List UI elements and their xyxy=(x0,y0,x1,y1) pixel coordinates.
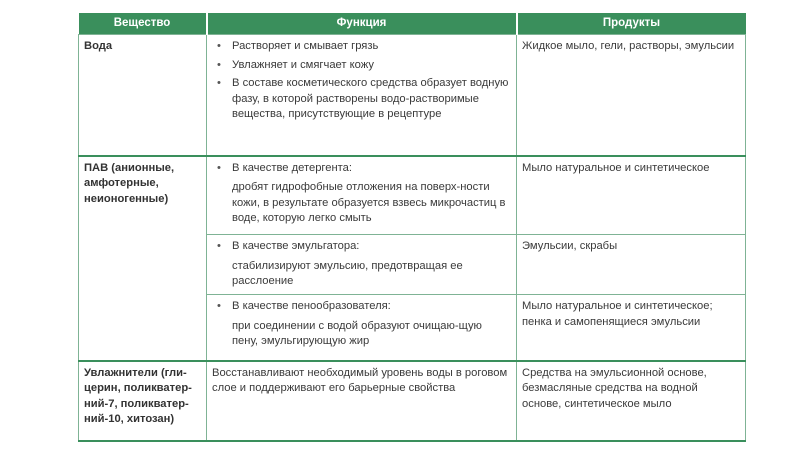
table-row-moisturizers xyxy=(79,361,746,441)
role-description-emulsifier: стабилизируют эмульсию, предотвращая ее расслоение xyxy=(232,259,463,287)
cell-products-water xyxy=(517,35,746,156)
cell-function-moisturizers: Восстанавливают необходимый уровень воды в роговом слое и поддерживают его барьерные свойства xyxy=(207,361,517,441)
bullet-icon: • xyxy=(217,300,221,312)
table-header-row xyxy=(79,13,746,35)
ingredients-table xyxy=(78,13,746,442)
header-products: Продукты xyxy=(517,13,746,35)
header-function: Функция xyxy=(207,13,517,35)
cell-function-emulsifier xyxy=(207,235,517,295)
bullet-icon: • xyxy=(217,58,221,71)
role-detergent: • В качестве детергента: xyxy=(212,161,511,177)
cell-substance-surfactants xyxy=(79,156,207,361)
list-item: • Растворяет и смывает грязь xyxy=(212,39,511,55)
table-row-water xyxy=(79,35,746,156)
role-description-foaming: при соединении с водой образуют очищаю-щую пену, эмульгирующую жир xyxy=(232,319,482,347)
cell-function-water xyxy=(207,35,517,156)
cell-products-emulsifier: Эмульсии, скрабы xyxy=(517,235,746,295)
cell-products-foaming: Мыло натуральное и синтетическое; пенка и самопенящиеся эмульсии xyxy=(517,295,746,361)
bullet-icon: • xyxy=(217,40,221,52)
function-list-water xyxy=(212,39,511,123)
bullet-icon: • xyxy=(217,77,221,89)
substance-name-water: Вода xyxy=(84,40,113,52)
list-item: • Увлажняет и смягчает кожу xyxy=(212,58,511,74)
substance-name-moisturizers: Увлажнители (гли-церин, поликватер-ний-7, поликватер-ний-10, хитозан) xyxy=(84,366,192,425)
role-description-detergent: дробят гидрофобные отложения на поверх-ности кожи, в результате образуется взвесь микрочастиц в воде, которую легко смыть xyxy=(232,181,506,224)
header-substance: Вещество xyxy=(79,13,207,35)
products-text-water: Жидкое мыло, гели, растворы, эмульсии xyxy=(522,40,735,52)
role-foaming: • В качестве пенообразователя: xyxy=(212,299,511,315)
substance-name-surfactants: ПАВ (анионные, амфотерные, неионогенные) xyxy=(84,161,175,205)
role-emulsifier: • В качестве эмульгатора: xyxy=(212,239,511,255)
cell-function-detergent xyxy=(207,156,517,235)
table-row-surfactant-detergent xyxy=(79,156,746,235)
cell-substance-moisturizers xyxy=(79,361,207,441)
cell-products-moisturizers: Средства на эмульсионной основе, безмасляные средства на водной основе, синтетическое мыло xyxy=(517,361,746,441)
list-item: • В составе косметического средства образует водную фазу, в которой растворены водо-растворимые вещества, присутствующие в рецептуре xyxy=(217,77,509,120)
bullet-icon: • xyxy=(217,240,221,252)
cell-function-foaming xyxy=(207,295,517,361)
bullet-icon: • xyxy=(217,161,221,174)
cell-products-detergent: Мыло натуральное и синтетическое xyxy=(517,156,746,235)
cell-substance-water xyxy=(79,35,207,156)
